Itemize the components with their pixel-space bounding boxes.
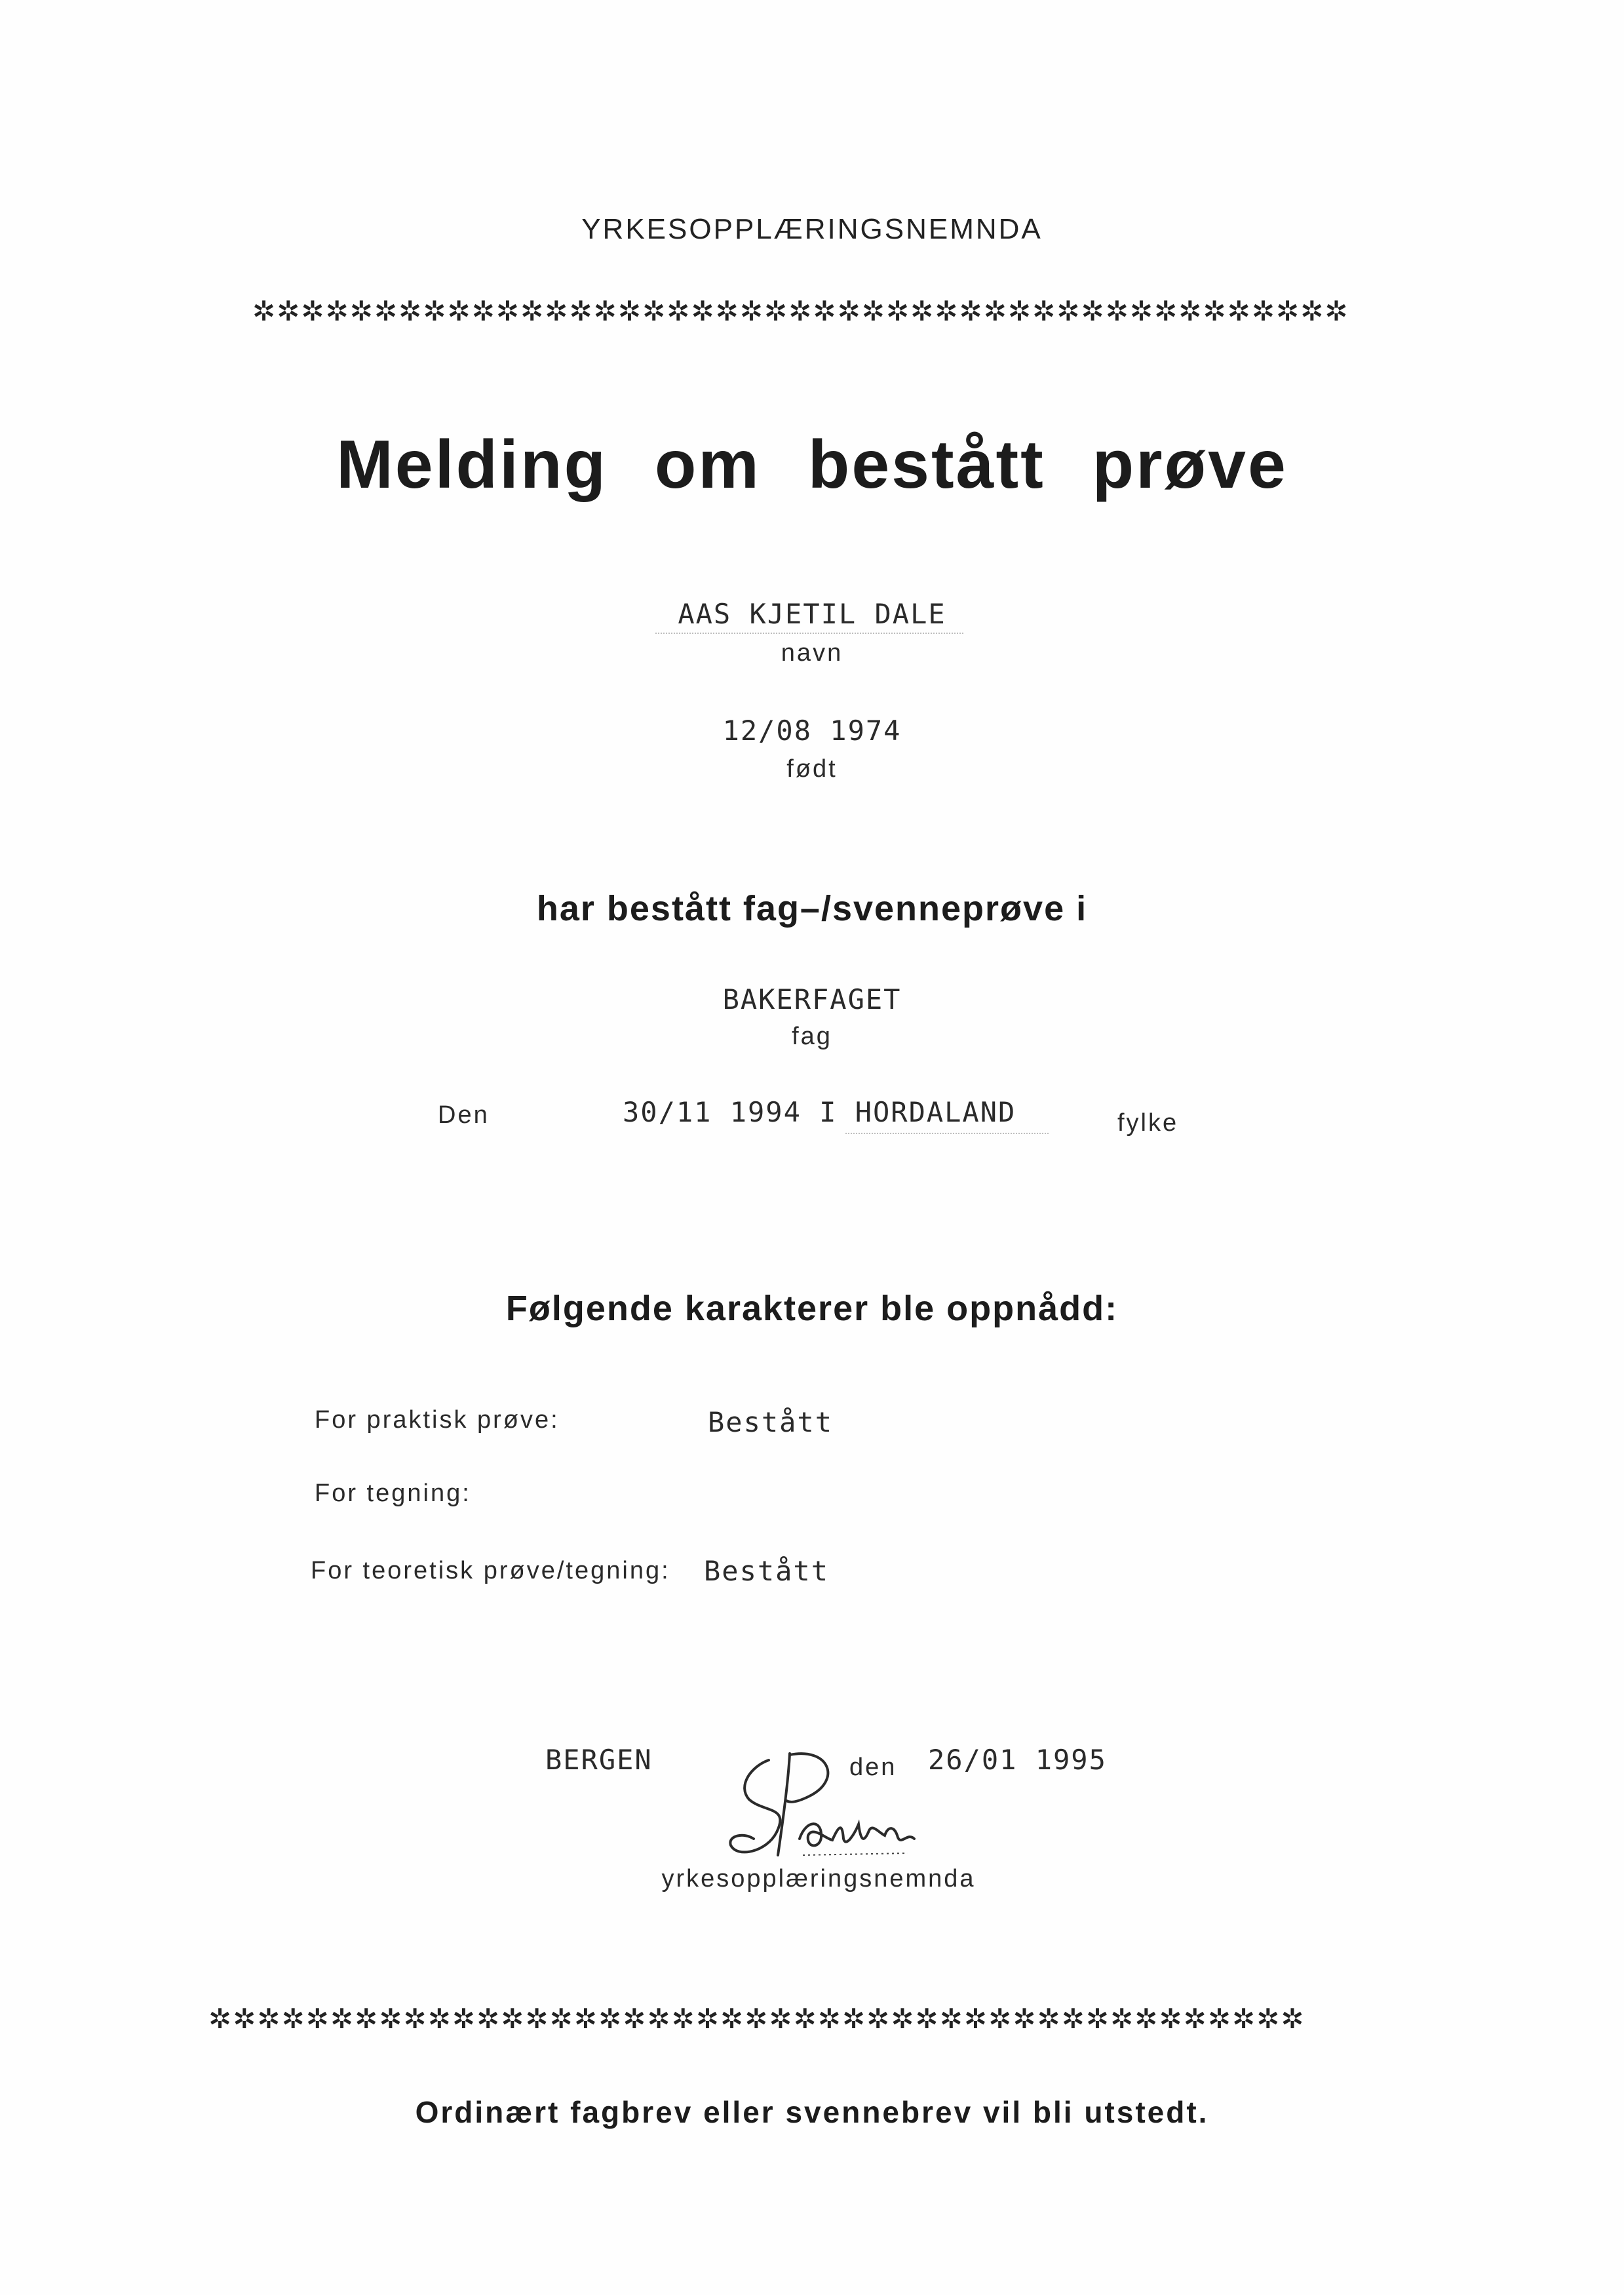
birth-date: 12/08 1974 xyxy=(722,715,902,747)
board-label: yrkesopplæringsnemnda xyxy=(661,1865,976,1893)
signing-place: BERGEN xyxy=(545,1744,653,1776)
exam-date-county: 30/11 1994 I HORDALAND xyxy=(623,1096,1016,1128)
trade-label: fag xyxy=(792,1023,832,1050)
document-title: Melding om bestått prøve xyxy=(336,427,1288,503)
passed-heading: har bestått fag–/svenneprøve i xyxy=(536,889,1088,928)
grade-label-drawing: For tegning: xyxy=(315,1480,471,1507)
county-underline xyxy=(845,1133,1049,1134)
name-underline xyxy=(655,633,963,634)
signing-den-label: den xyxy=(849,1754,897,1781)
organization-header: YRKESOPPLÆRINGSNEMNDA xyxy=(581,213,1043,245)
county-label: fylke xyxy=(1117,1109,1179,1137)
star-divider-bottom: ✲✲✲✲✲✲✲✲✲✲✲✲✲✲✲✲✲✲✲✲✲✲✲✲✲✲✲✲✲✲✲✲✲✲✲✲✲✲✲✲✲✲✲✲✲ xyxy=(208,2003,1305,2035)
signing-date: 26/01 1995 xyxy=(928,1744,1107,1776)
grade-label-theory: For teoretisk prøve/tegning: xyxy=(311,1557,670,1584)
grade-label-practical: For praktisk prøve: xyxy=(315,1406,560,1434)
birth-label: født xyxy=(786,755,838,783)
name-label: navn xyxy=(781,639,843,667)
exam-den-label: Den xyxy=(438,1101,490,1129)
candidate-name: AAS KJETIL DALE xyxy=(678,598,946,630)
handwritten-signature xyxy=(691,1740,927,1878)
grade-value-practical: Bestått xyxy=(708,1406,834,1438)
star-divider-top: ✲✲✲✲✲✲✲✲✲✲✲✲✲✲✲✲✲✲✲✲✲✲✲✲✲✲✲✲✲✲✲✲✲✲✲✲✲✲✲✲✲✲✲✲✲ xyxy=(252,295,1349,327)
trade-name: BAKERFAGET xyxy=(722,983,902,1015)
grade-value-theory: Bestått xyxy=(704,1555,830,1587)
grades-heading: Følgende karakterer ble oppnådd: xyxy=(505,1289,1119,1328)
footer-note: Ordinært fagbrev eller svennebrev vil bli utstedt. xyxy=(415,2095,1209,2129)
